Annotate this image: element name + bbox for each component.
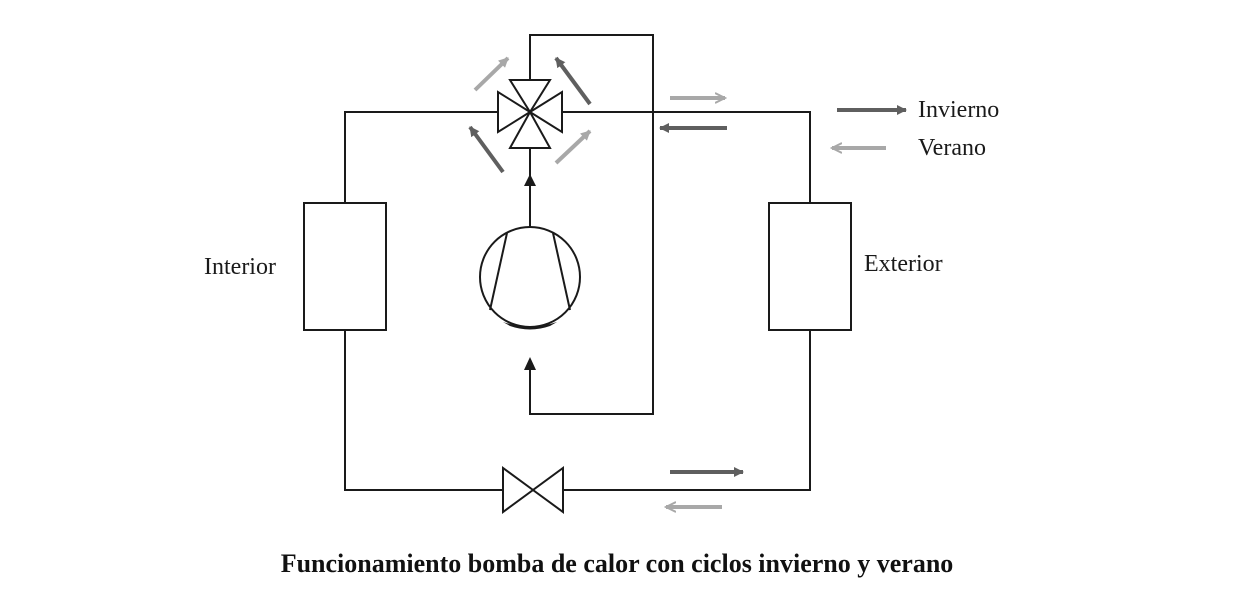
compressor [480, 227, 580, 330]
interior-label: Interior [204, 254, 276, 280]
winter-valve-arrow-down [470, 127, 503, 172]
summer-valve-arrow-up [475, 58, 508, 90]
legend [832, 97, 999, 161]
flow-arrowhead-discharge [524, 174, 536, 186]
pipe-left-lower [345, 330, 503, 490]
exterior-label: Exterior [864, 251, 943, 277]
diagram-title: Funcionamiento bomba de calor con ciclos invierno y verano [280, 549, 954, 578]
exterior-heat-exchanger [769, 203, 851, 330]
pipe-left-upper [345, 112, 498, 203]
pipe-right-upper [562, 112, 810, 203]
flow-arrowhead-suction [524, 357, 536, 370]
legend-winter-label: Invierno [918, 97, 1000, 123]
pipe-right-lower [563, 330, 810, 490]
four-way-valve [498, 80, 562, 148]
legend-summer-label: Verano [918, 135, 986, 161]
pipe-valve-top-loop [530, 35, 653, 414]
interior-heat-exchanger [304, 203, 386, 330]
expansion-valve [503, 468, 563, 512]
summer-valve-arrow-down [556, 131, 590, 163]
